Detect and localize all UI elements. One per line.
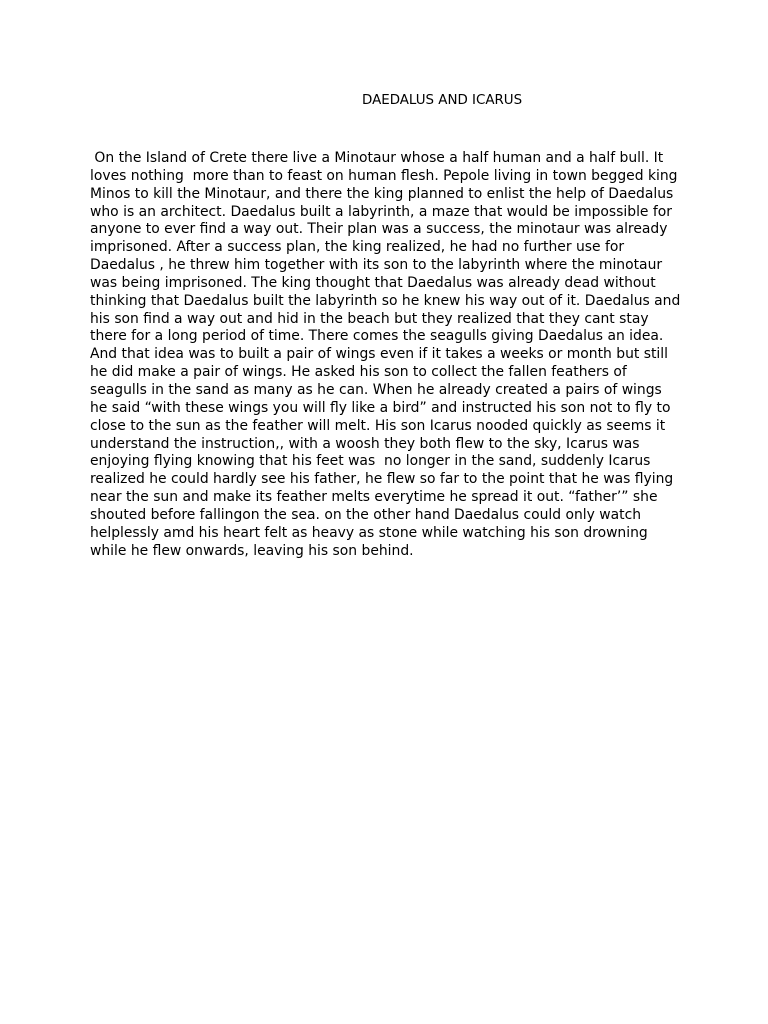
body-line: there for a long period of time. There comes the seagulls giving Daedalus an idea. <box>90 328 664 345</box>
body-line: near the sun and make its feather melts everytime he spread it out. “father’” she <box>90 489 658 506</box>
document-body <box>90 150 690 560</box>
body-line: enjoying flying knowing that his feet was no longer in the sand, suddenly Icarus <box>90 453 651 470</box>
body-line: loves nothing more than to feast on human flesh. Pepole living in town begged king <box>90 167 678 184</box>
body-line: Daedalus , he threw him together with its son to the labyrinth where the minotaur <box>90 257 663 274</box>
body-line: who is an architect. Daedalus built a labyrinth, a maze that would be impossible for <box>90 203 672 220</box>
document-title: DAEDALUS AND ICARUS <box>362 93 523 108</box>
body-line: he said “with these wings you will fly like a bird” and instructed his son not to fly to <box>90 399 671 416</box>
body-line: Minos to kill the Minotaur, and there the king planned to enlist the help of Daedalus <box>90 185 674 202</box>
body-line: his son find a way out and hid in the beach but they realized that they cant stay <box>90 310 649 327</box>
body-line: was being imprisoned. The king thought that Daedalus was already dead without <box>90 274 656 291</box>
body-line: shouted before fallingon the sea. on the other hand Daedalus could only watch <box>90 506 642 523</box>
body-line: understand the instruction,, with a woosh they both flew to the sky, Icarus was <box>90 435 640 452</box>
body-line: realized he could hardly see his father, he flew so far to the point that he was flying <box>90 471 674 488</box>
body-line: seagulls in the sand as many as he can. When he already created a pairs of wings <box>90 381 662 398</box>
body-line: thinking that Daedalus built the labyrinth so he knew his way out of it. Daedalus and <box>90 292 681 309</box>
body-line: On the Island of Crete there live a Minotaur whose a half human and a half bull. It <box>90 150 664 166</box>
body-line: close to the sun as the feather will melt. His son Icarus nooded quickly as seems it <box>90 417 666 434</box>
body-line: he did make a pair of wings. He asked his son to collect the fallen feathers of <box>90 364 627 381</box>
body-line: imprisoned. After a success plan, the king realized, he had no further use for <box>90 239 625 256</box>
body-line: while he flew onwards, leaving his son behind. <box>90 542 414 559</box>
body-line: helplessly amd his heart felt as heavy as stone while watching his son drowning <box>90 524 648 541</box>
body-line: And that idea was to built a pair of wings even if it takes a weeks or month but still <box>90 346 669 363</box>
body-line: anyone to ever find a way out. Their plan was a success, the minotaur was already <box>90 221 668 238</box>
